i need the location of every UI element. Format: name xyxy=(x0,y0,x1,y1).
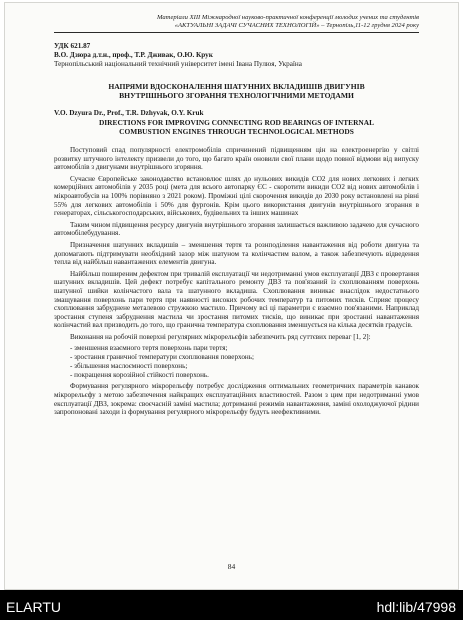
repository-footer xyxy=(0,590,463,620)
header-divider xyxy=(54,32,419,33)
paragraph: Сучасне Європейське законодавство встановлює шлях до нульових викидів CO2 для нових легкових і легких комерційних автомобілів у 2035 році (мета для всього автопарку ЄС - скоротити викиди CO2 від нових автомобілів і мікроавтобусів на 100% порівняно з 2021 роком). Проміжні цілі скорочення викидів до 2030 року встановлені на рівні 55% для легкових автомобілів і 50% для фургонів. Крім цього використання двигунів внутрішнього згорання в генераторах, сільськогосподарських, військових, будівельних та інших машинах xyxy=(54,174,419,218)
paragraph: Виконання на робочій поверхні регулярних мікрорельєфів забезпечить ряд суттєвих переваг [1, 2]: xyxy=(70,332,371,341)
paragraph: Формування регулярного мікрорельєфу потребує дослідження оптимальних геометричних параметрів канавок мікрорельєфу з метою забезпечення найкращих експлуатаційних властивостей. Разом з цим при недотриманні умов експлуатації ДВЗ, зокрема: своєчасній заміні мастила; дотриманні режимів навантаження, заміні охолоджуючої рідини запропоновані заходи із формування регулярного мікрорельєфу будуть неефективними. xyxy=(54,382,419,417)
paper-title-line-2: ВНУТРІШНЬОГО ЗГОРАННЯ ТЕХНОЛОГІЧНИМИ МЕТОДАМИ xyxy=(119,91,354,100)
english-authors: V.O. Dzyura Dr., Prof., T.R. Dzhyvak, O.Y. Kruk xyxy=(54,109,204,117)
handle-link[interactable]: hdl:lib/47998 xyxy=(376,599,456,615)
authors: В.О. Дзюра д.т.н., проф., Т.Р. Дживак, О.Ю. Крук xyxy=(54,51,213,59)
page-number: 84 xyxy=(227,562,236,571)
english-title xyxy=(54,118,419,136)
document-page xyxy=(4,2,459,590)
udc-code: УДК 621.87 xyxy=(54,42,91,50)
list-item: - зростання граничної температури схоплювання поверхонь; xyxy=(70,353,254,362)
list-item: - зменшення взаємного тертя поверхонь пари тертя; xyxy=(70,344,228,353)
list-item: - збільшення маслоємності поверхонь; xyxy=(70,362,188,371)
advantages-list xyxy=(54,344,419,380)
conference-header xyxy=(54,14,419,33)
page-content xyxy=(54,14,419,420)
english-title-line-1: DIRECTIONS FOR IMPROVING CONNECTING ROD BEARINGS OF INTERNAL xyxy=(98,118,375,127)
repository-name: ELARTU xyxy=(6,599,61,615)
paragraph: Поступовий спад популярності електромобілів спричинений підвищенням цін на електроенергію у світлі розвитку штучного інтелекту призвели до того, що багато країн оновили свої плани щодо повної відмови від випуску автомобілів з двигунами внутрішнього згоряння. xyxy=(54,146,419,172)
english-title-line-2: COMBUSTION ENGINES THROUGH TECHNOLOGICAL METHODS xyxy=(119,127,354,136)
conference-header-line-1: Матеріали XIII Міжнародної науково-практичної конференції молодих учених та студентів xyxy=(156,14,419,21)
paragraph: Найбільш поширеним дефектом при тривалій експлуатації чи недотриманні умов експлуатації ДВЗ є провертання шатунних вкладишів. Цей дефект потребує капітального ремонту ДВЗ та пов'язаний із схоплюванням поверхонь шатунної шийки колінчастого вала та шатунного вкладиша. Схоплювання виникає внаслідок недостатнього змащування поверхонь пари тертя при наявності високих робочих температур та питомих тисків. Сприяє процесу схоплювання забруднене металевою стружкою мастило. Причому всі ці параметри є взаємно пов'язаними. Наприклад зростання ступеня забруднення мастила чи зростання питомих тисків, що виникає при зростанні навантаження колінчастий вал призводить до того, що гранична температура схоплювання зменшується на кілька десятків градусів. xyxy=(54,269,419,330)
conference-header-line-2: «АКТУАЛЬНІ ЗАДАЧІ СУЧАСНИХ ТЕХНОЛОГІЙ» – Тернопіль,11-12 грудня 2024 року xyxy=(174,22,419,29)
paragraph: Призначення шатунних вкладишів – зменшення тертя та рознподілення навантаження від роботи двигуна та допомагають підтримувати необхідний зазор між шатуном та колінчастим валом, а також забезпечують відведення тепла від найбільш навантажених елементів двигуна. xyxy=(54,240,419,267)
paper-title xyxy=(54,82,419,100)
paper-title-line-1: НАПРЯМИ ВДОСКОНАЛЕННЯ ШАТУННИХ ВКЛАДИШІВ ДВИГУНІВ xyxy=(108,82,365,91)
list-item: - покращення корозійної стійкості поверхонь. xyxy=(70,371,209,380)
paragraph: Таким чином підвищення ресурсу двигунів внутрішнього згорання залишається важливою задачею для сучасного автомобілебудування. xyxy=(54,220,419,238)
affiliation: Тернопільський національний технічний університет імені Івана Пулюя, Україна xyxy=(54,60,302,68)
body-text xyxy=(54,146,419,417)
